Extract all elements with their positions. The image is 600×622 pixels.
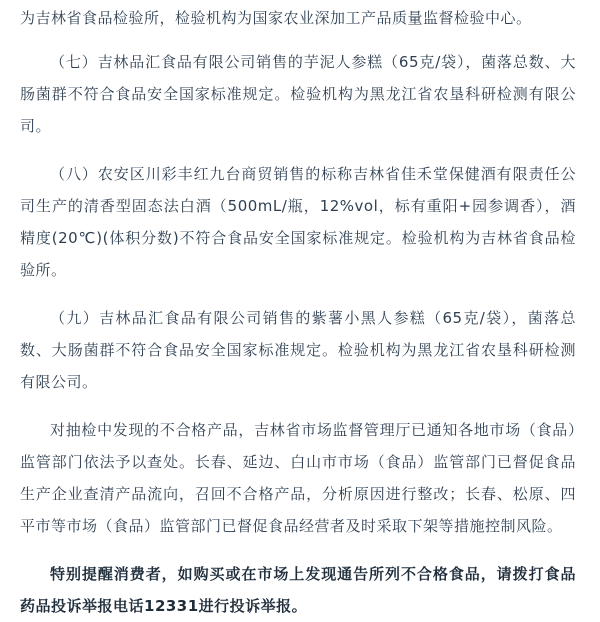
article-paragraph-item-9: （九）吉林品汇食品有限公司销售的紫薯小黑人参糕（65克/袋），菌落总数、大肠菌群不符合食品安全国家标准规定。检验机构为黑龙江省农垦科研检测有限公司。	[20, 309, 576, 391]
article-paragraph-handling: 对抽检中发现的不合格产品，吉林省市场监督管理厅已通知各地市场（食品）监管部门依法予以查处。长春、延边、白山市市场（食品）监管部门已督促食品生产企业查清产品流向，召回不合格产品，分析原因进行整改；长春、松原、四平市等市场（食品）监管部门已督促食品经营者及时采取下架等措施控制风险。	[20, 421, 576, 535]
article-paragraph-item-8: （八）农安区川彩丰红九台商贸销售的标称吉林省佳禾堂保健酒有限责任公司生产的清香型固态法白酒（500mL/瓶，12%vol，标有重阳+园参调香），酒精度(20℃)(体积分数)不符合食品安全国家标准规定。检验机构为吉林省食品检验所。	[20, 165, 576, 279]
article-paragraph-consumer-reminder: 特别提醒消费者，如购买或在市场上发现通告所列不合格食品，请拨打食品药品投诉举报电话12331进行投诉举报。	[20, 565, 576, 615]
article-paragraph-inspection-agency: 为吉林省食品检验所，检验机构为国家农业深加工产品质量监督检验中心。	[20, 9, 532, 27]
article-paragraph-item-7: （七）吉林品汇食品有限公司销售的芋泥人参糕（65克/袋），菌落总数、大肠菌群不符合食品安全国家标准规定。检验机构为黑龙江省农垦科研检测有限公司。	[20, 53, 576, 135]
